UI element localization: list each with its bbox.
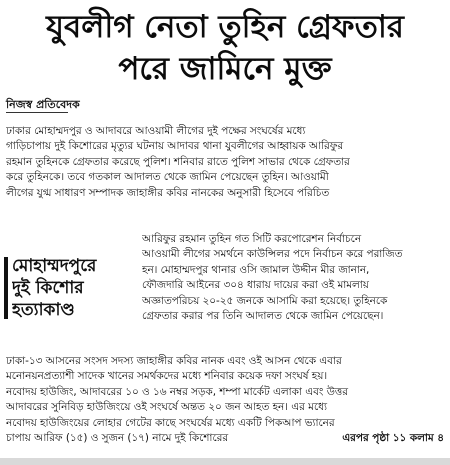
byline-underline — [6, 112, 68, 113]
body-line: ঢাকার মোহাম্মদপুর ও আদাবরে আওয়ামী লীগের দুই পক্ষের সংঘর্ষের মধ্যে — [6, 125, 306, 137]
body-line: করে তুহিনকে। তবে গতকাল আদালত থেকে জামিন পেয়েছেন তুহিন। আওয়ামী — [6, 171, 329, 184]
body-line: নবোদয় হাউজিং, আদাবরের ১০ ও ১৬ নম্বর সড়ক, শম্পা মার্কেট এলাকা এবং উত্তর — [6, 385, 348, 398]
bottom-edge — [0, 458, 450, 465]
byline: নিজস্ব প্রতিবেদক — [6, 98, 80, 111]
pull-quote-line: হত্যাকাণ্ড — [12, 300, 75, 320]
body-line: ফৌজদারি আইনের ৩০৪ ধারায় দায়ের করা ওই মামলায় — [142, 279, 369, 292]
pull-quote-bar — [4, 257, 8, 319]
body-line-last — [6, 431, 444, 446]
body-line: গাড়িচাপায় দুই কিশোরের মৃত্যুর ঘটনায় আদাবর থানা যুবলীগের আহ্বায়ক আরিফুর — [6, 140, 344, 153]
body-line: মনোনয়নপ্রত্যাশী সাদেক খানের সমর্থকদের মধ্যে শনিবার কয়েক দফা সংঘর্ষ হয়। — [6, 370, 328, 383]
body-line: গ্রেফতার করার পর তিনি আদালত থেকে জামিন পেয়েছেন। — [142, 310, 384, 323]
body-line: আরিফুর রহমান তুহিন গত সিটি করপোরেশন নির্বাচনে — [142, 233, 362, 245]
pull-quote-line: মোহাম্মদপুরে — [12, 256, 97, 276]
body-line: নবোদয় হাউজিংয়ের লোহার গেটের কাছে সংঘর্ষের মধ্যে একটি পিকআপ ভ্যানের — [6, 416, 335, 429]
headline-line-1: যুবলীগ নেতা তুহিন গ্রেফতার — [46, 9, 404, 45]
body-line: অজ্ঞাতপরিচয় ২০-২৫ জনকে আসামি করা হয়েছে। তুহিনকে — [142, 294, 388, 307]
headline — [0, 0, 450, 90]
lead-paragraph — [6, 124, 444, 201]
bottom-paragraph — [6, 354, 444, 446]
right-column-paragraph — [142, 232, 446, 324]
body-line: ঢাকা-১৩ আসনের সংসদ সদস্য জাহাঙ্গীর কবির নানক এবং ওই আসন থেকে এবার — [6, 355, 342, 367]
body-line: আওয়ামী লীগের সমর্থনে কাউন্সিলর পদে নির্বাচন করে পরাজিত — [142, 248, 403, 261]
body-line: রহমান তুহিনকে গ্রেফতার করেছে পুলিশ। শনিবার রাতে পুলিশ সাভার থেকে গ্রেফতার — [6, 155, 350, 168]
body-line: আদাবরের সুনিবিড় হাউজিংয়ে ওই সংঘর্ষে অন্তত ২০ জন আহত হন। এর মধ্যে — [6, 401, 327, 414]
pull-quote-line: দুই কিশোর — [12, 278, 84, 298]
last-line-text: চাপায় আরিফ (১৫) ও সুজন (১৭) নামে দুই কিশোরের — [6, 432, 229, 445]
body-line: লীগের যুগ্ম সাধারণ সম্পাদক জাহাঙ্গীর কবির নানকের অনুসারী হিসেবে পরিচিত — [6, 186, 330, 199]
headline-line-2: পরে জামিনে মুক্ত — [118, 51, 332, 87]
continuation-note: এরপর পৃষ্ঠা ১১ কলাম ৪ — [342, 432, 444, 445]
body-line: হন। মোহাম্মদপুর থানার ওসি জামাল উদ্দীন মীর জানান, — [142, 263, 370, 276]
